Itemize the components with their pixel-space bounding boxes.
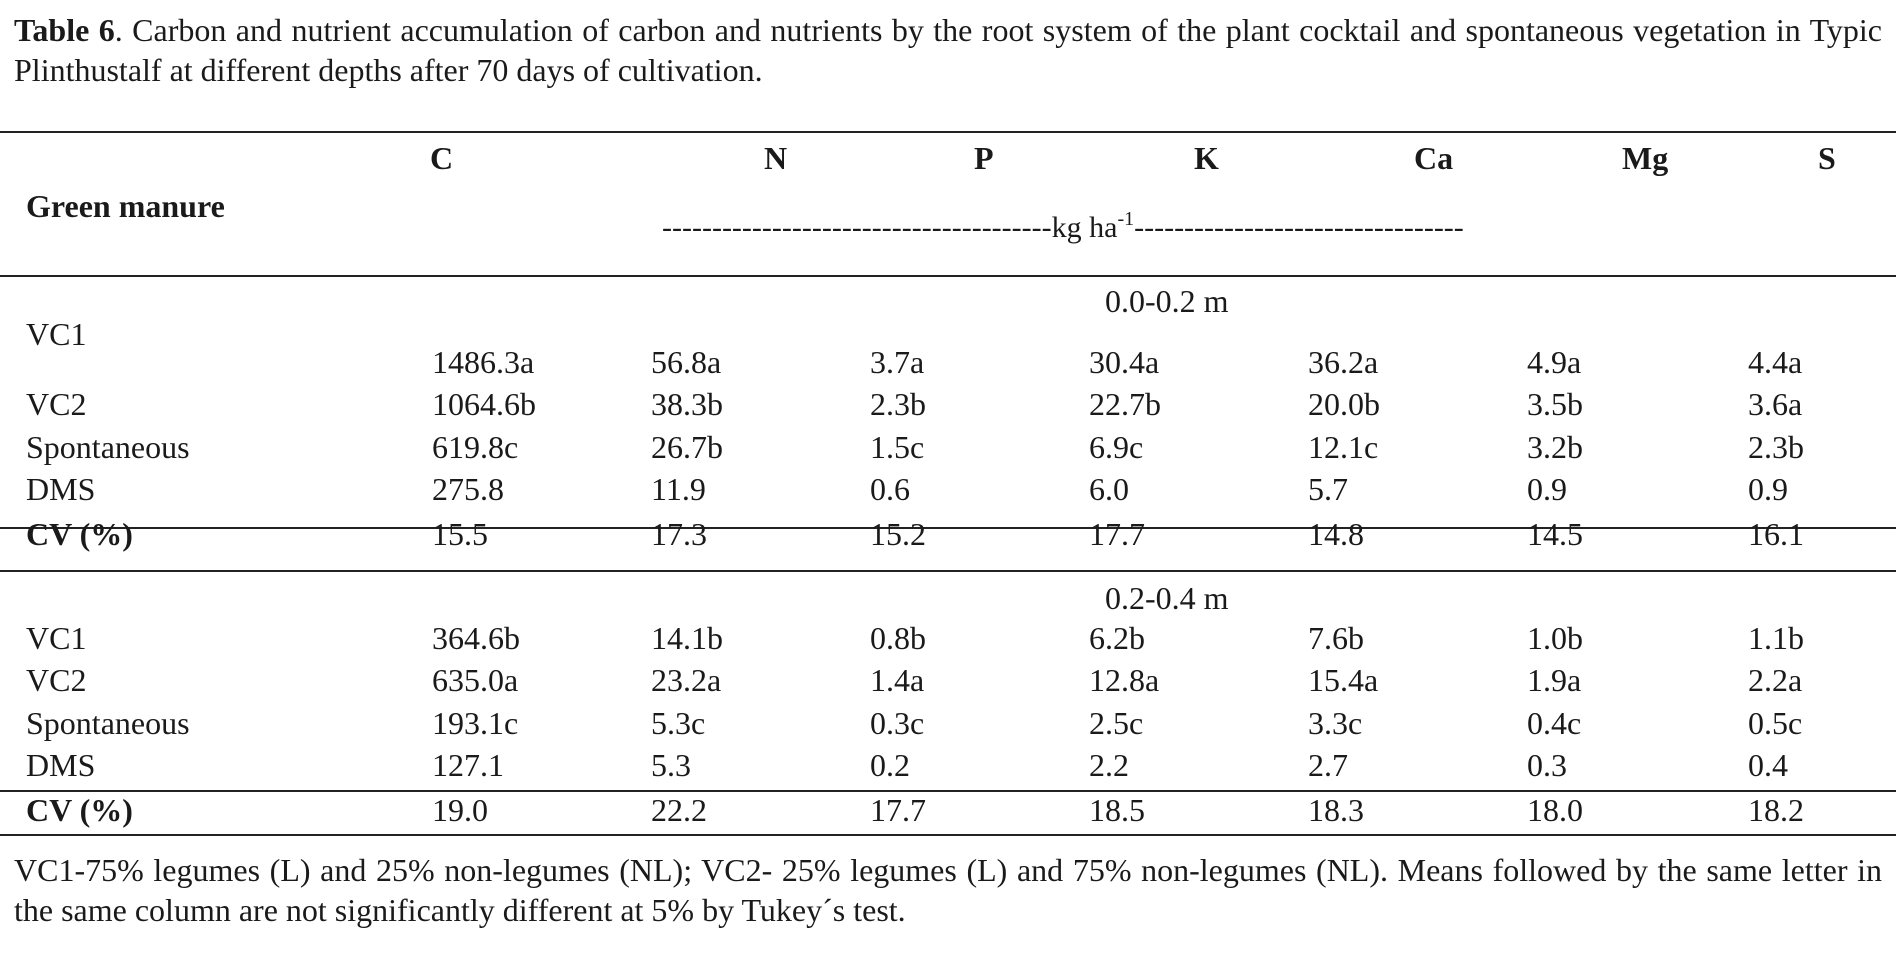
table-cell: 11.9 [651,471,706,507]
row-label: DMS [26,747,96,783]
cv-cell: 19.0 [432,792,488,828]
table-cell: 193.1c [432,705,519,741]
unit-prefix: ---------------------------------------kg ha [662,211,1118,244]
table-cell: 12.1c [1308,429,1379,465]
cv-cell: 16.1 [1748,516,1804,552]
bottom-rule [0,834,1896,836]
header-rule [0,275,1896,277]
table-cell: 1486.3a [432,344,535,380]
row-label: Spontaneous [26,429,190,465]
column-header-c: C [430,140,454,176]
table-cell: 3.2b [1527,429,1583,465]
column-header-mg: Mg [1622,140,1669,176]
table-cell: 22.7b [1089,386,1161,422]
table-cell: 30.4a [1089,344,1160,380]
unit-superscript: -1 [1117,208,1135,230]
cv-cell: 18.0 [1527,792,1583,828]
table-cell: 0.4 [1748,747,1788,783]
column-header-ca: Ca [1414,140,1454,176]
table-cell: 2.2 [1089,747,1129,783]
table-cell: 619.8c [432,429,519,465]
table-cell: 14.1b [651,620,723,656]
table-cell: 5.3 [651,747,691,783]
table-cell: 38.3b [651,386,723,422]
table-cell: 26.7b [651,429,723,465]
row-label: VC1 [26,620,87,656]
table-cell: 36.2a [1308,344,1379,380]
table-cell: 7.6b [1308,620,1364,656]
table-cell: 5.7 [1308,471,1348,507]
table-cell: 127.1 [432,747,504,783]
cv-cell: 14.5 [1527,516,1583,552]
table-cell: 635.0a [432,662,519,698]
table-cell: 0.3 [1527,747,1567,783]
cv-top-rule [0,527,1896,529]
table-cell: 1.4a [870,662,925,698]
table-cell: 0.4c [1527,705,1582,741]
table-cell: 4.9a [1527,344,1582,380]
cv-top-rule [0,790,1896,792]
cv-cell: 14.8 [1308,516,1364,552]
table-cell: 56.8a [651,344,722,380]
unit-suffix: --------------------------------- [1134,211,1464,244]
table-cell: 1.0b [1527,620,1583,656]
section-rule [0,570,1896,572]
row-label: VC2 [26,662,87,698]
table-cell: 2.2a [1748,662,1803,698]
table-footnote: VC1-75% legumes (L) and 25% non-legumes (NL); VC2- 25% legumes (L) and 75% non-legumes (NL). Means followed by the same letter in the same column are not significantly different at 5% by Tukey´s test. [14,852,1882,928]
table-cell: 275.8 [432,471,504,507]
table-cell: 2.3b [870,386,926,422]
column-header-p: P [974,140,994,176]
table-caption [14,10,1882,90]
table-cell: 2.7 [1308,747,1348,783]
row-header-label: Green manure [26,188,225,224]
table-cell: 1064.6b [432,386,536,422]
table-cell: 0.2 [870,747,910,783]
table-cell: 0.5c [1748,705,1803,741]
table-cell: 6.0 [1089,471,1129,507]
cv-cell: 15.5 [432,516,488,552]
unit-label [662,210,1464,246]
table-cell: 1.1b [1748,620,1804,656]
table-cell: 3.7a [870,344,925,380]
table-cell: 0.9 [1748,471,1788,507]
cv-cell: 17.3 [651,516,707,552]
column-header-n: N [764,140,788,176]
cv-cell: 18.5 [1089,792,1145,828]
cv-cell: 17.7 [1089,516,1145,552]
row-label: VC1 [26,316,87,352]
table-cell: 23.2a [651,662,722,698]
table-cell: 0.3c [870,705,925,741]
cv-label: CV (%) [26,516,133,552]
cv-cell: 17.7 [870,792,926,828]
row-label: VC2 [26,386,87,422]
column-header-s: S [1818,140,1836,176]
depth-label: 0.2-0.4 m [1105,580,1229,616]
table-cell: 15.4a [1308,662,1379,698]
caption-text: . Carbon and nutrient accumulation of carbon and nutrients by the root system of the plant cocktail and spontaneous vegetation in Typic Plinthustalf at different depths after 70 days of cultivation. [14,12,1883,88]
column-header-k: K [1194,140,1219,176]
caption-label: Table 6 [14,12,115,48]
table-cell: 3.3c [1308,705,1363,741]
table-cell: 4.4a [1748,344,1803,380]
table-cell: 3.6a [1748,386,1803,422]
depth-label: 0.0-0.2 m [1105,283,1229,319]
table-cell: 364.6b [432,620,520,656]
table-cell: 5.3c [651,705,706,741]
table-cell: 2.3b [1748,429,1804,465]
row-label: Spontaneous [26,705,190,741]
table-cell: 1.5c [870,429,925,465]
cv-cell: 22.2 [651,792,707,828]
table-cell: 6.2b [1089,620,1145,656]
cv-cell: 18.2 [1748,792,1804,828]
table-cell: 0.8b [870,620,926,656]
table-cell: 3.5b [1527,386,1583,422]
cv-cell: 18.3 [1308,792,1364,828]
table-cell: 6.9c [1089,429,1144,465]
row-label: DMS [26,471,96,507]
top-rule [0,131,1896,133]
table-cell: 1.9a [1527,662,1582,698]
table-cell: 0.6 [870,471,910,507]
table-cell: 12.8a [1089,662,1160,698]
table-cell: 20.0b [1308,386,1380,422]
cv-label: CV (%) [26,792,133,828]
table-cell: 2.5c [1089,705,1144,741]
cv-cell: 15.2 [870,516,926,552]
table-cell: 0.9 [1527,471,1567,507]
